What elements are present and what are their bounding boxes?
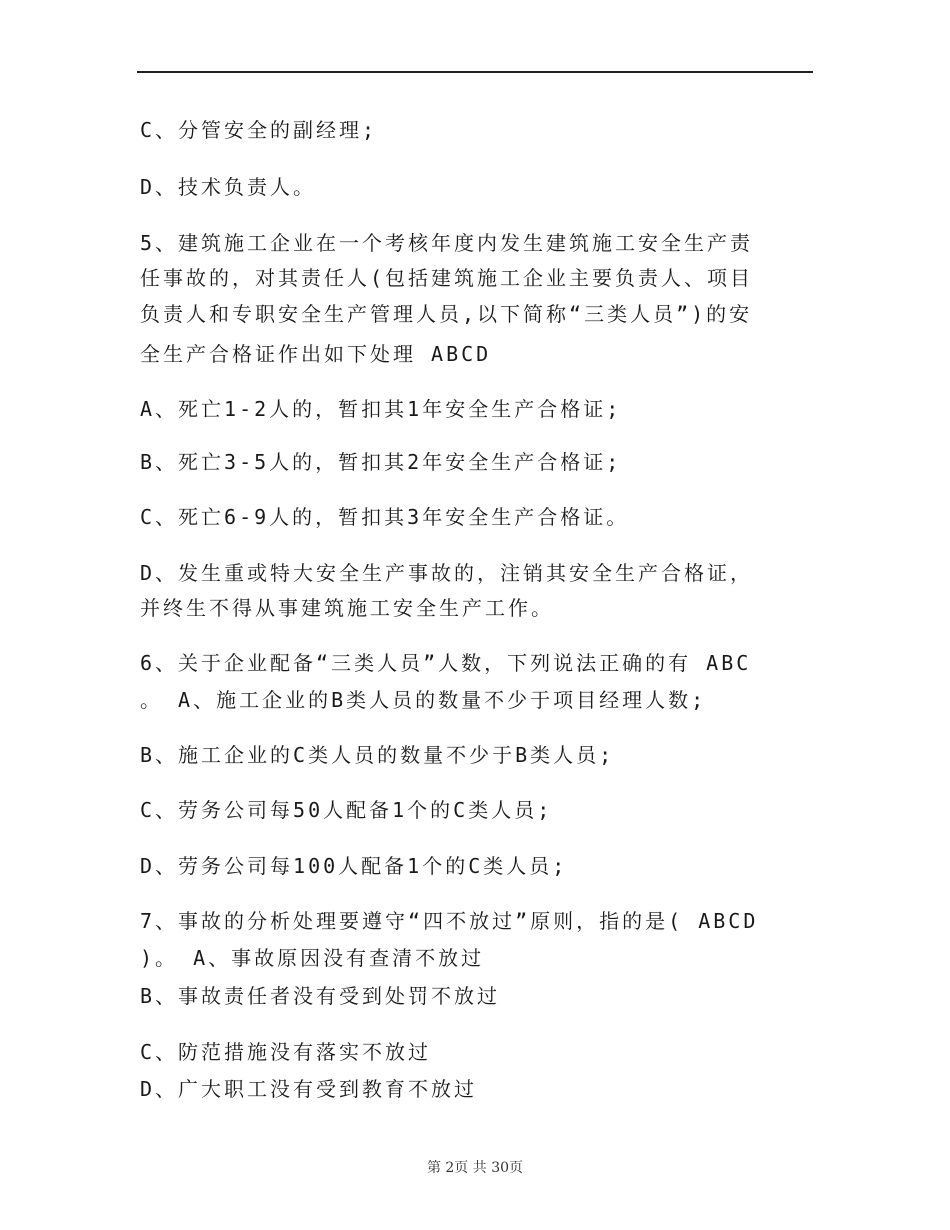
option-b-q6: B、施工企业的C类人员的数量不少于B类人员;	[140, 743, 615, 767]
question-7-line-2: )。 A、事故原因没有查清不放过	[140, 946, 485, 970]
option-b-q5: B、死亡3-5人的，暂扣其2年安全生产合格证;	[140, 450, 622, 474]
option-c-q4: C、分管安全的副经理;	[140, 118, 378, 142]
question-5-line-3: 负责人和专职安全生产管理人员,以下简称“三类人员”)的安	[140, 302, 753, 326]
option-c-q6: C、劳务公司每50人配备1个的C类人员;	[140, 798, 553, 822]
option-c-q5: C、死亡6-9人的，暂扣其3年安全生产合格证。	[140, 505, 630, 529]
option-a-q5: A、死亡1-2人的，暂扣其1年安全生产合格证;	[140, 397, 622, 421]
option-d-q5-line-2: 并终生不得从事建筑施工安全生产工作。	[140, 596, 554, 620]
question-5-line-2: 任事故的，对其责任人(包括建筑施工企业主要负责人、项目	[140, 266, 754, 290]
option-d-q7: D、广大职工没有受到教育不放过	[140, 1077, 478, 1101]
option-b-q7: B、事故责任者没有受到处罚不放过	[140, 984, 501, 1008]
page-footer: 第 2页 共 30页	[426, 1160, 524, 1176]
question-7-line-1: 7、事故的分析处理要遵守“四不放过”原则，指的是( ABCD	[140, 909, 759, 933]
option-d-q4: D、技术负责人。	[140, 175, 317, 199]
question-5-line-1: 5、建筑施工企业在一个考核年度内发生建筑施工安全生产责	[140, 231, 754, 255]
question-6-line-1: 6、关于企业配备“三类人员”人数，下列说法正确的有 ABC	[140, 651, 752, 675]
option-d-q5-line-1: D、发生重或特大安全生产事故的，注销其安全生产合格证，	[140, 561, 754, 585]
question-6-line-2: 。 A、施工企业的B类人员的数量不少于项目经理人数;	[140, 688, 707, 712]
question-5-line-4: 全生产合格证作出如下处理 ABCD	[140, 342, 492, 366]
option-c-q7: C、防范措施没有落实不放过	[140, 1040, 432, 1064]
option-d-q6: D、劳务公司每100人配备1个的C类人员;	[140, 854, 568, 878]
header-rule	[137, 71, 813, 73]
